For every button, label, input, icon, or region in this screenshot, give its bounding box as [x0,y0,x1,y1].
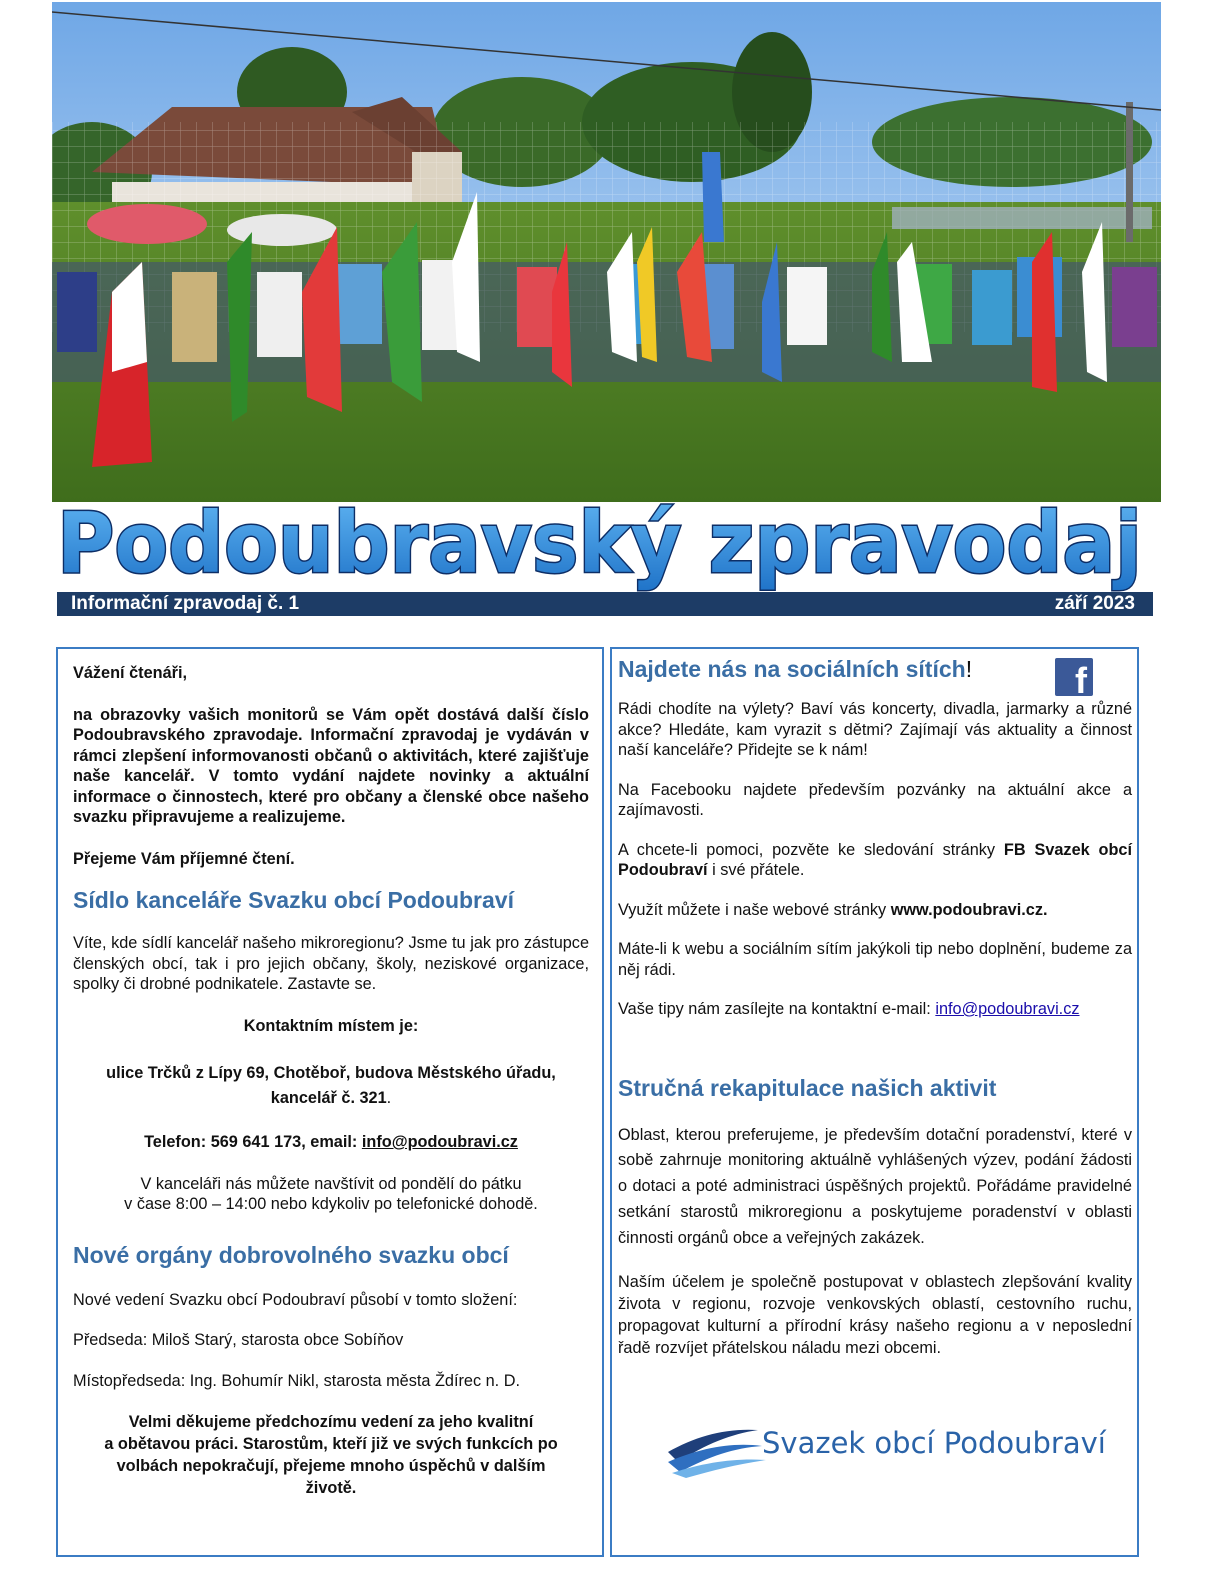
reading-wish: Přejeme Vám příjemné čtení. [73,849,295,868]
logo-text: Svazek obcí Podoubraví [762,1426,1106,1460]
thanks-line-3: volbách nepokračují, přejeme mnoho úspěchů v dalším [116,1457,546,1475]
vice-chairman: Místopředseda: Ing. Bohumír Nikl, starosta města Ždírec n. D. [73,1371,521,1390]
svazek-logo [666,1418,1106,1480]
social-paragraph-3 [618,840,1132,881]
fb-page-name: FB Svazek obcí Podoubraví [618,840,1132,879]
masthead-title-art [52,500,1161,592]
contact-label: Kontaktním místem je: [243,1016,419,1035]
hours-line-2: v čase 8:00 – 14:00 nebo kdykoliv po telefonické dohodě. [124,1195,538,1213]
organs-intro: Nové vedení Svazku obcí Podoubraví působí v tomto složení: [73,1290,518,1309]
address-dot: . [386,1089,392,1107]
masthead [52,500,1161,592]
website-address[interactable]: www.podoubravi.cz. [890,900,1048,919]
office-address [73,1061,589,1111]
issue-date: září 2023 [1054,593,1135,614]
social-heading-text: Najdete nás na sociálních sítích [618,656,966,682]
group-photo-illustration [52,2,1161,502]
social-p3-text: A chcete-li pomoci, pozvěte ke sledování stránky [618,840,1004,859]
office-email-link[interactable]: info@podoubravi.cz [361,1133,518,1151]
social-paragraph-1: Rádi chodíte na výlety? Baví vás koncerty, divadla, jarmarky a různé akce? Hledáte, kam vyrazit s dětmi? Zajímají vás aktuality a činnost naší kanceláře? Přidejte se k nám! [618,700,1132,759]
newsletter-title: Podoubravský zpravodaj [57,500,1142,592]
greeting: Vážení čtenáři, [73,664,188,682]
recap-heading: Stručná rekapitulace našich aktivit [618,1074,997,1101]
phone-text: Telefon: 569 641 173, email: [144,1133,362,1151]
issue-label: Informační zpravodaj č. 1 [71,593,300,614]
recap-paragraph-1: Oblast, kterou preferujeme, je především dotační poradenství, které v sobě zahrnuje monitoring aktuálně vyhlášených výzev, podání žádosti o dotaci a poté administraci úspěšných projektů. Pořádáme pravidelné setkání starostů mikroregionu a poskytujeme poradenství v oblasti činnosti orgánů obce a veřejných zakázek. [618,1125,1132,1247]
intro-paragraph: na obrazovky vašich monitorů se Vám opět dostává další číslo Podoubravského zpravodaje. Informační zpravodaj je vydáván v rámci zlepšení informovanosti občanů o aktivitách, které zajišťuje naše kancelář. V tomto vydání najdete novinky a aktuální informace o činnostech, které pro občany a členské obce našeho svazku připravujeme a realizujeme. [73,705,589,826]
hours-line-1: V kanceláři nás můžete navštívit od pondělí do pátku [140,1174,522,1193]
social-heading-exclamation: ! [965,656,973,682]
thanks-paragraph [73,1411,589,1499]
facebook-icon[interactable]: f [1055,658,1093,696]
right-column-content [618,653,1132,1359]
organs-heading: Nové orgány dobrovolného svazku obcí [73,1241,509,1268]
office-hours [73,1174,589,1215]
office-paragraph: Víte, kde sídlí kancelář našeho mikroregionu? Jsme tu jak pro zástupce členských obcí, tak i pro jejich občany, školy, neziskové organizace, spolky či drobné podnikatele. Zastavte se. [73,934,589,993]
left-column [56,647,604,1557]
contact-email-link[interactable]: info@podoubravi.cz [935,1000,1080,1018]
social-paragraph-2: Na Facebooku najdete především pozvánky na aktuální akce a zajímavosti. [618,780,1132,819]
chairman: Předseda: Miloš Starý, starosta obce Sobíňov [73,1331,404,1349]
address-line-2: kancelář č. 321 [270,1089,387,1107]
social-paragraph-6 [618,999,1132,1020]
phone-line [73,1132,589,1153]
social-p4-text: Využít můžete i naše webové stránky [618,900,891,919]
social-p3-end: i své přátele. [707,861,805,879]
office-heading: Sídlo kanceláře Svazku obcí Podoubraví [73,887,514,913]
social-paragraph-5: Máte-li k webu a sociálním sítím jakýkoli tip nebo doplnění, budeme za něj rádi. [618,940,1132,979]
thanks-line-4: životě. [305,1479,357,1497]
address-line-1: ulice Trčků z Lípy 69, Chotěboř, budova Městského úřadu, [106,1064,556,1082]
left-column-content [73,663,589,1499]
thanks-line-2: a obětavou práci. Starostům, kteří již ve svých funkcích po [104,1435,558,1453]
social-paragraph-4 [618,900,1132,921]
header-photo [52,2,1161,502]
thanks-line-1: Velmi děkujeme předchozímu vedení za jeho kvalitní [128,1413,534,1431]
social-heading [618,655,1132,683]
recap-paragraph-2: Naším účelem je společně postupovat v oblastech zlepšování kvality života v regionu, rozvoje venkovských oblastí, cestovního ruchu, propagovat kulturní a přírodní krásy našeho regionu a v neposlední řadě rozvíjet přátelskou náladu mezi obcemi. [618,1273,1132,1358]
issue-bar [57,592,1153,616]
social-p6-text: Vaše tipy nám zasílejte na kontaktní e-mail: [618,1000,936,1018]
